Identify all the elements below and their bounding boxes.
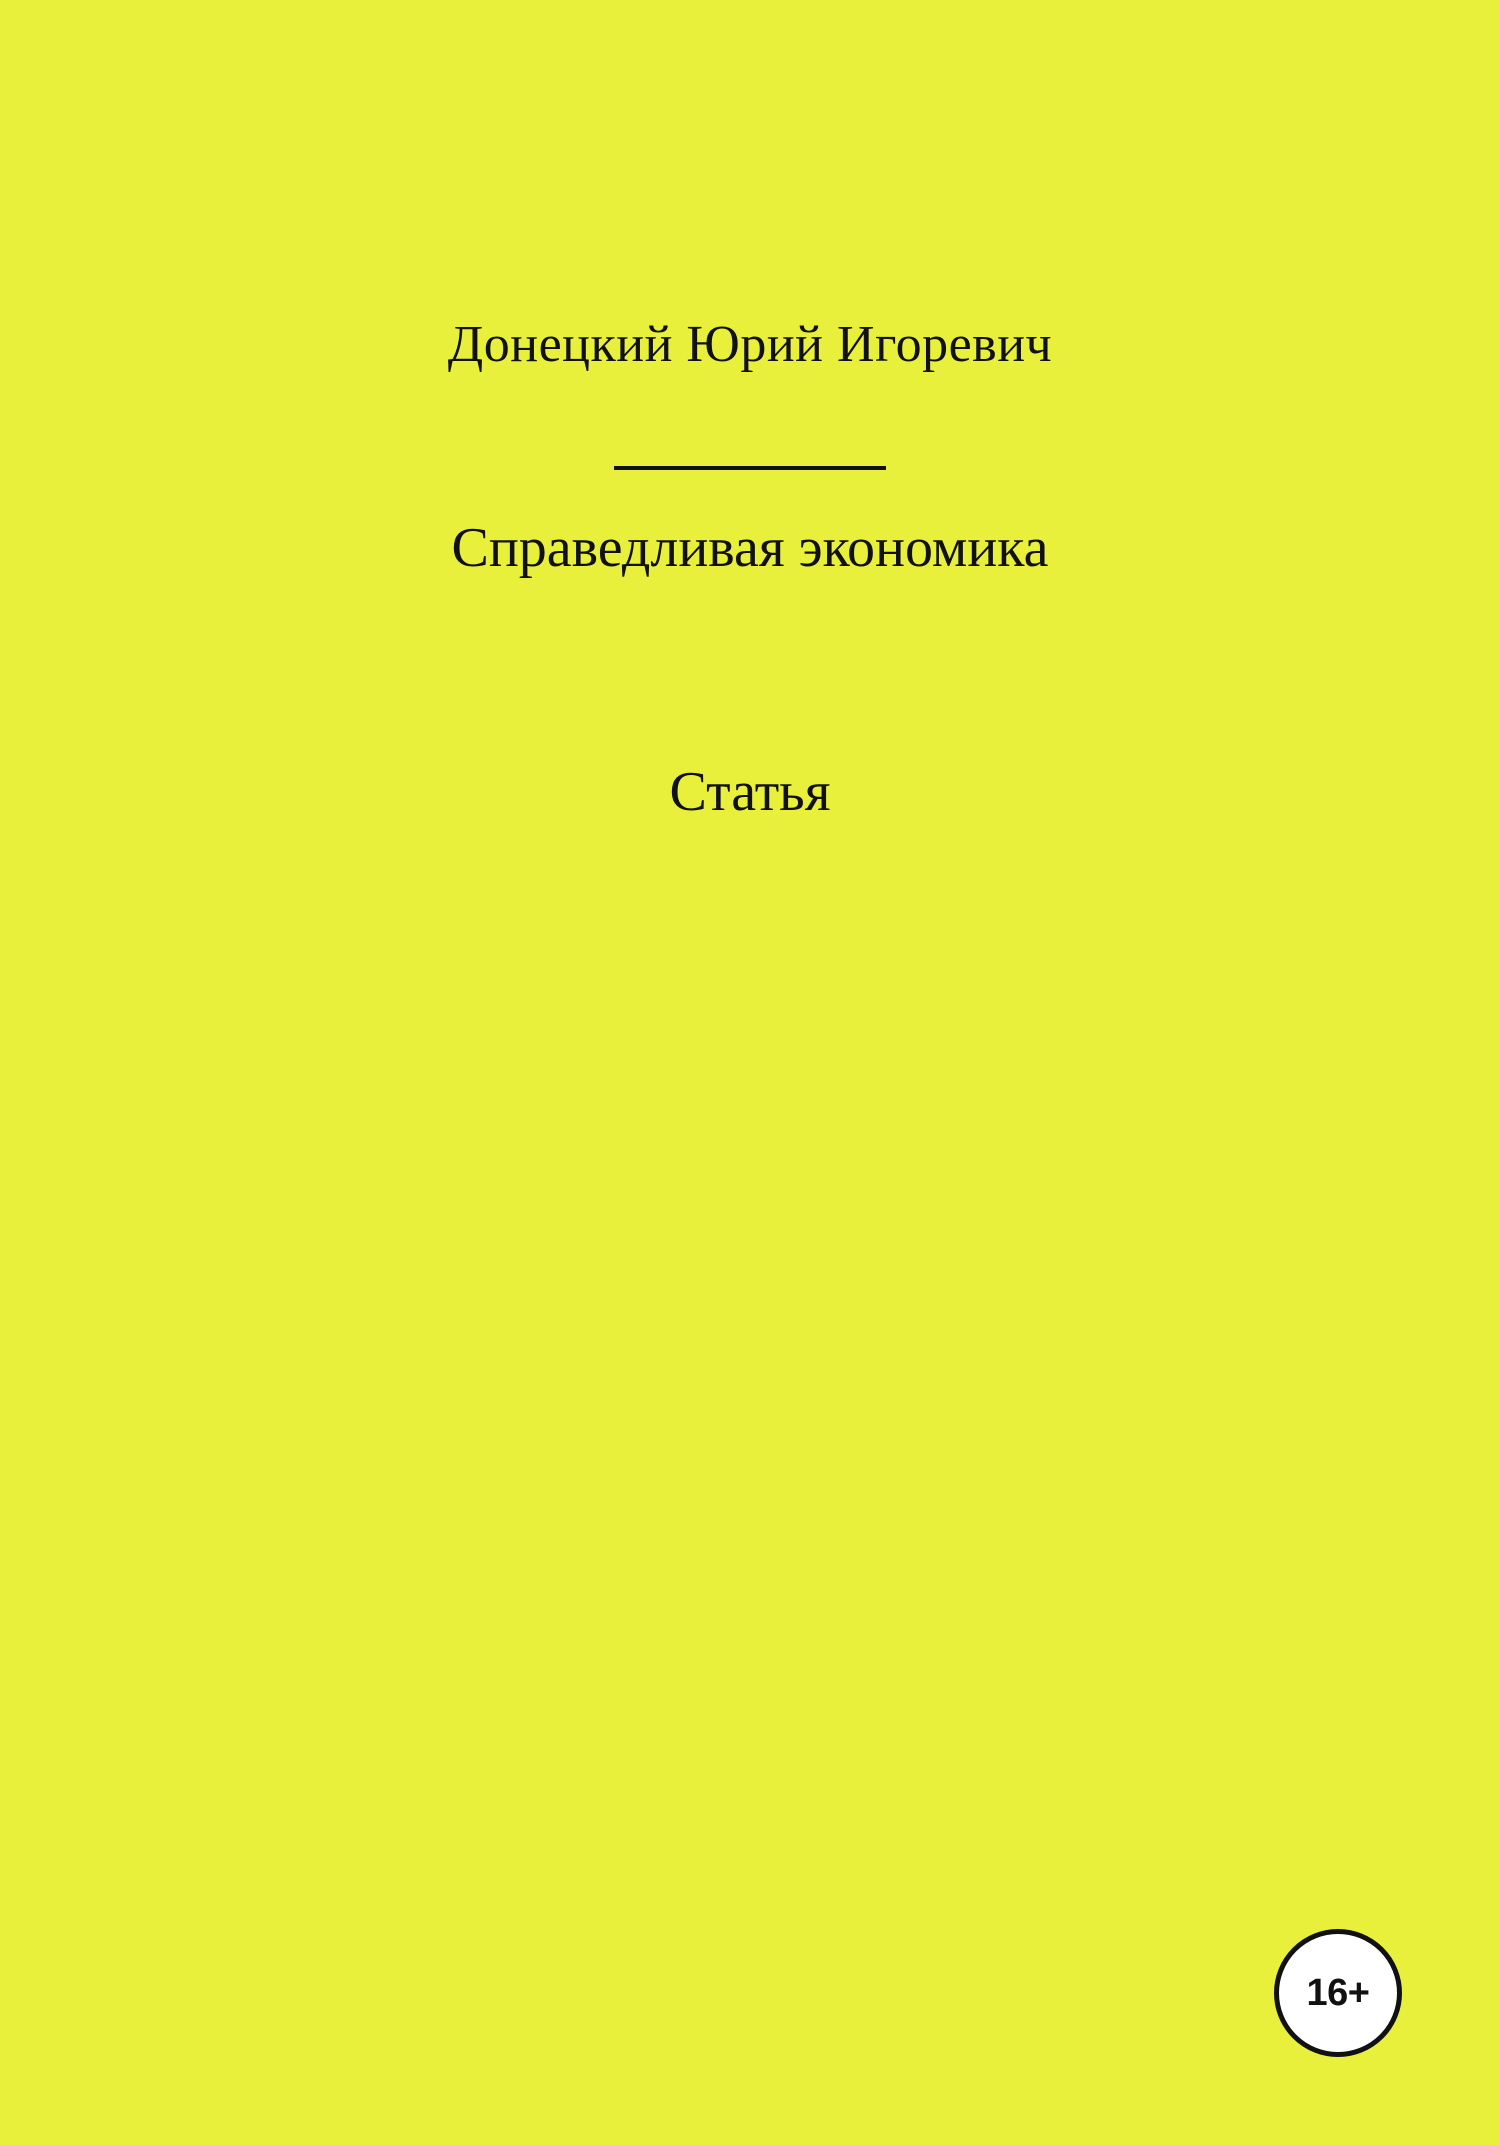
- age-rating-label: 16+: [1306, 1972, 1370, 2014]
- age-rating-badge: [1274, 1929, 1402, 2057]
- book-title: Справедливая экономика: [451, 517, 1049, 579]
- author-name: Донецкий Юрий Игоревич: [447, 316, 1053, 373]
- divider-rule: [614, 466, 886, 470]
- book-subtitle: Статья: [669, 761, 831, 823]
